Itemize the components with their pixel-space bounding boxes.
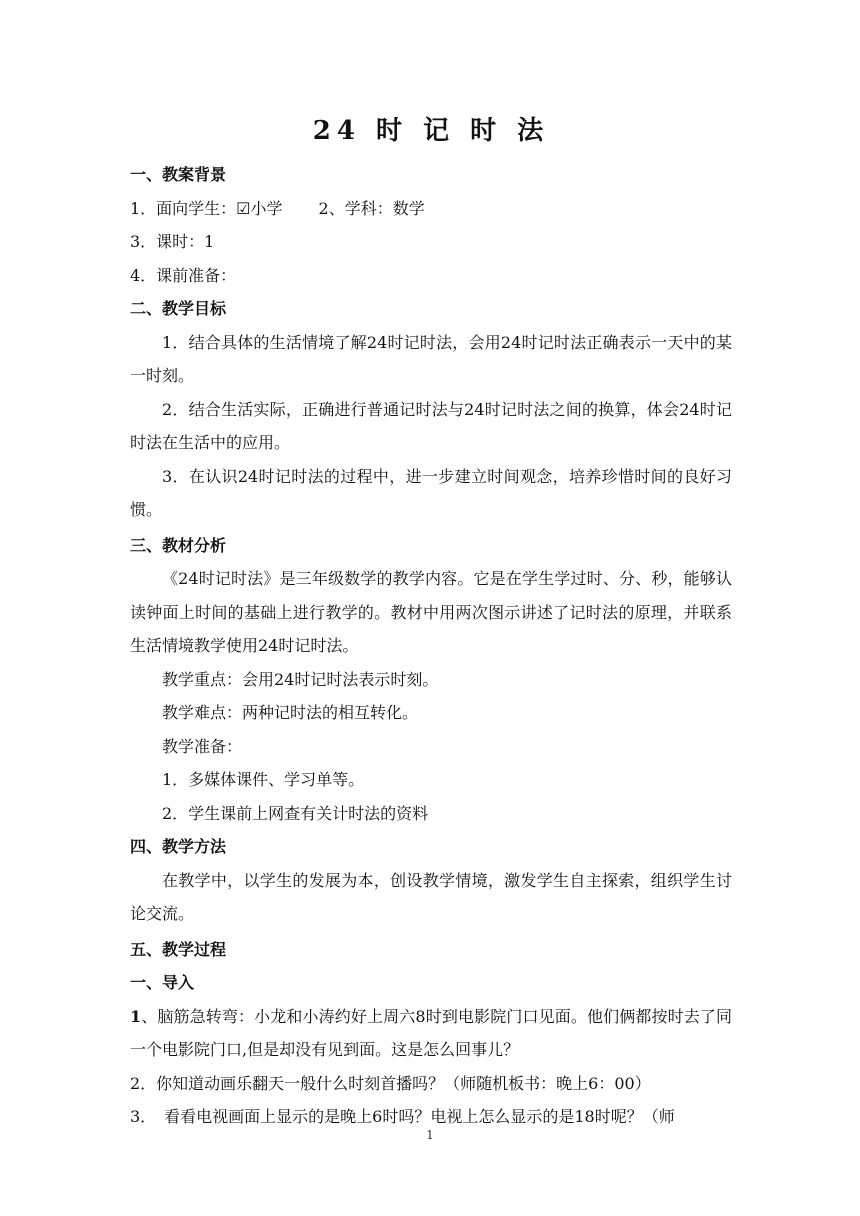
background-line-1 (130, 192, 732, 226)
preparation: 4．课前准备： (130, 265, 237, 285)
process-item-1 (130, 1000, 732, 1067)
objective-3: 3．在认识24时记时法的过程中，进一步建立时间观念，培养珍惜时间的良好习惯。 (130, 466, 732, 519)
target-students: 1．面向学生：☑小学 (130, 198, 283, 218)
preparation-item-1: 1．多媒体课件、学习单等。 (162, 770, 365, 789)
analysis-paragraph: 《24时记时法》是三年级数学的教学内容。它是在学生学过时、分、秒，能够认读钟面上时间的基础上进行教学的。教材中用两次图示讲述了记时法的原理，并联系生活情境教学使用24时记时法。 (130, 569, 732, 655)
section-heading-background: 一、教案背景 (130, 165, 227, 184)
process-item-1-text: 、脑筋急转弯：小龙和小涛约好上周六8时到电影院门口见面。他们俩都按时去了同一个电影院门口,但是却没有见到面。这是怎么回事儿？ (130, 1006, 732, 1059)
section-heading-process: 五、教学过程 (130, 939, 227, 959)
teaching-preparation: 教学准备： (162, 736, 243, 756)
subject: 2、学科：数学 (318, 198, 425, 218)
document-title: 24 时 记 时 法 (312, 116, 550, 146)
process-item-2: 2．你知道动画乐翻天一般什么时刻首播吗？（师随机板书：晚上6：00） (130, 1073, 651, 1093)
page-number: 1 (426, 1128, 434, 1142)
section-heading-objectives: 二、教学目标 (130, 299, 227, 318)
preparation-item-2: 2．学生课前上网查有关计时法的资料 (162, 803, 429, 823)
document-content (130, 108, 732, 1134)
process-item-3: 3． 看看电视画面上显示的是晚上6时吗？电视上怎么显示的是18时呢？（师 (130, 1107, 675, 1126)
class-hours: 3．课时：1 (130, 232, 215, 251)
subheading-introduction: 一、导入 (130, 973, 195, 992)
section-heading-analysis: 三、教材分析 (130, 535, 227, 555)
teaching-key-point: 教学重点：会用24时记时法表示时刻。 (162, 669, 439, 689)
teaching-difficulty: 教学难点：两种记时法的相互转化。 (162, 703, 419, 722)
methods-paragraph: 在教学中，以学生的发展为本，创设教学情境，激发学生自主探索，组织学生讨论交流。 (130, 870, 732, 923)
objective-1: 1．结合具体的生活情境了解24时记时法，会用24时记时法正确表示一天中的某一时刻。 (130, 332, 732, 385)
objective-2: 2．结合生活实际，正确进行普通记时法与24时记时法之间的换算，体会24时记时法在生活中的应用。 (130, 399, 732, 452)
process-item-1-number: 1 (130, 1006, 142, 1026)
section-heading-methods: 四、教学方法 (130, 837, 227, 856)
